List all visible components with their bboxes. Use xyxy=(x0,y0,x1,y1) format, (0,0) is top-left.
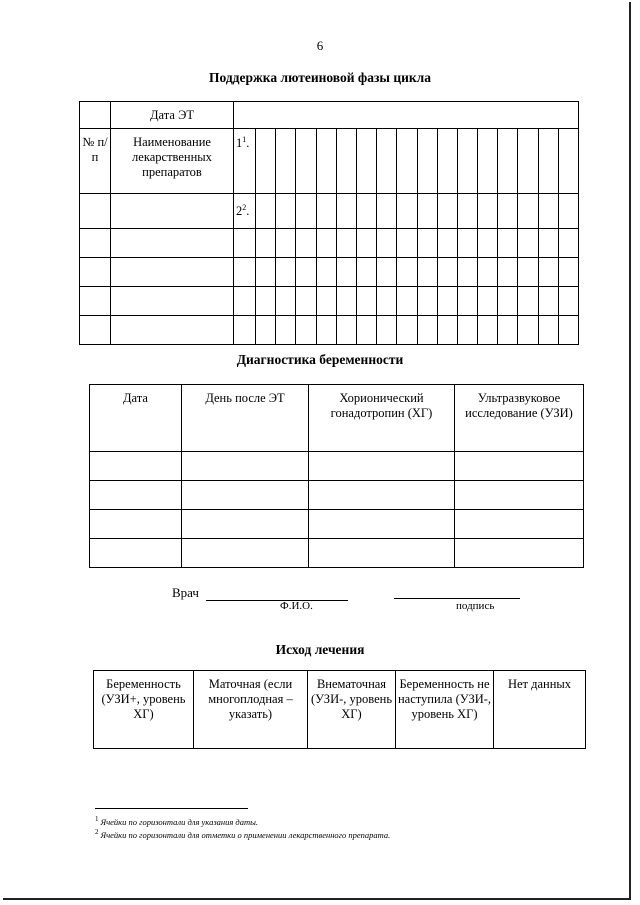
table-cell[interactable] xyxy=(111,194,234,229)
table-cell[interactable] xyxy=(111,229,234,258)
table-cell[interactable] xyxy=(498,258,518,287)
table-cell[interactable] xyxy=(276,287,296,316)
table-cell[interactable] xyxy=(80,316,111,345)
table-cell[interactable] xyxy=(538,287,558,316)
table-cell[interactable] xyxy=(256,287,276,316)
table-cell[interactable] xyxy=(309,481,455,510)
signature-line[interactable] xyxy=(394,598,520,599)
table-cell[interactable] xyxy=(518,194,538,229)
table-cell[interactable] xyxy=(437,258,457,287)
row-marker-1: $1^1$. xyxy=(234,129,256,194)
table-cell[interactable] xyxy=(455,510,584,539)
table-cell[interactable] xyxy=(234,287,256,316)
outcome-not-pregnant: Беременность не наступила (УЗИ-, уровень ХГ) xyxy=(396,671,494,749)
table-cell[interactable] xyxy=(182,452,309,481)
table-cell[interactable] xyxy=(455,539,584,568)
table-cell[interactable] xyxy=(478,229,498,258)
table-cell[interactable] xyxy=(377,129,397,194)
table-cell[interactable] xyxy=(309,510,455,539)
table-cell[interactable] xyxy=(276,194,296,229)
table-cell[interactable] xyxy=(478,129,498,194)
table-cell[interactable] xyxy=(80,229,111,258)
table-cell[interactable] xyxy=(437,194,457,229)
table-cell[interactable] xyxy=(182,539,309,568)
table-cell[interactable] xyxy=(336,316,356,345)
table-cell[interactable] xyxy=(276,229,296,258)
table-cell[interactable] xyxy=(377,194,397,229)
page-number: 6 xyxy=(316,38,324,53)
table-cell[interactable] xyxy=(397,229,417,258)
doctor-label: Врач xyxy=(172,585,199,600)
date-et-value-cell[interactable] xyxy=(234,102,579,129)
table-cell[interactable] xyxy=(296,194,316,229)
table-cell[interactable] xyxy=(90,452,182,481)
number-header: № п/п xyxy=(80,129,111,194)
table-cell[interactable] xyxy=(437,229,457,258)
table-cell[interactable] xyxy=(457,287,477,316)
table-cell[interactable] xyxy=(336,287,356,316)
table-cell[interactable] xyxy=(296,316,316,345)
table-cell[interactable] xyxy=(377,258,397,287)
table-cell[interactable] xyxy=(316,316,336,345)
header-date: Дата xyxy=(90,385,182,452)
table-cell[interactable] xyxy=(80,258,111,287)
table-cell[interactable] xyxy=(276,316,296,345)
table-cell[interactable] xyxy=(316,229,336,258)
table-cell[interactable] xyxy=(538,316,558,345)
row-marker-2: $2^2$. xyxy=(234,194,256,229)
table-cell[interactable] xyxy=(296,287,316,316)
table-cell[interactable] xyxy=(417,229,437,258)
table-cell[interactable] xyxy=(234,258,256,287)
table-cell[interactable] xyxy=(356,194,376,229)
table-cell[interactable] xyxy=(397,316,417,345)
table-cell[interactable] xyxy=(111,287,234,316)
table-cell[interactable] xyxy=(478,194,498,229)
table-cell[interactable] xyxy=(457,258,477,287)
table-cell[interactable] xyxy=(478,287,498,316)
table-cell[interactable] xyxy=(518,129,538,194)
table-cell[interactable] xyxy=(256,316,276,345)
table-cell[interactable] xyxy=(316,287,336,316)
outcome-ectopic: Внематочная (УЗИ-, уровень ХГ) xyxy=(308,671,396,749)
table-cell[interactable] xyxy=(234,316,256,345)
table-cell[interactable] xyxy=(256,258,276,287)
table-cell[interactable] xyxy=(309,452,455,481)
outcome-uterine: Маточная (если многоплодная – указать) xyxy=(194,671,308,749)
footnote-1: $^1$ Ячейки по горизонтали для указания даты. xyxy=(95,815,258,827)
drug-name-header: Наименование лекарственных препаратов xyxy=(111,129,234,194)
table-cell[interactable] xyxy=(417,316,437,345)
name-caption: Ф.И.О. xyxy=(280,600,313,612)
pregnancy-diagnostics-table xyxy=(89,384,584,568)
table-cell[interactable] xyxy=(296,229,316,258)
table-cell[interactable] xyxy=(457,129,477,194)
table-cell[interactable] xyxy=(457,229,477,258)
table-cell[interactable] xyxy=(498,194,518,229)
pregnancy-diagnostics-title: Диагностика беременности xyxy=(236,352,404,367)
table-cell[interactable] xyxy=(538,258,558,287)
outcome-no-data: Нет данных xyxy=(494,671,586,749)
table-cell[interactable] xyxy=(518,229,538,258)
table-cell[interactable] xyxy=(336,194,356,229)
table-cell[interactable] xyxy=(478,258,498,287)
footnote-divider xyxy=(95,808,248,809)
table-cell[interactable] xyxy=(498,229,518,258)
table-cell[interactable] xyxy=(256,229,276,258)
table-cell[interactable] xyxy=(457,316,477,345)
table-cell[interactable] xyxy=(437,316,457,345)
table-cell[interactable] xyxy=(397,258,417,287)
table-cell[interactable] xyxy=(296,129,316,194)
table-cell[interactable] xyxy=(558,287,578,316)
signature-caption: подпись xyxy=(456,600,495,612)
table-cell[interactable] xyxy=(256,194,276,229)
table-cell[interactable] xyxy=(498,287,518,316)
table-cell[interactable] xyxy=(90,510,182,539)
outcome-pregnancy: Беременность (УЗИ+, уровень ХГ) xyxy=(94,671,194,749)
table-cell[interactable] xyxy=(437,287,457,316)
table-cell[interactable] xyxy=(80,287,111,316)
table-cell[interactable] xyxy=(417,129,437,194)
doctor-name-line[interactable] xyxy=(206,600,348,601)
table-cell[interactable] xyxy=(498,129,518,194)
table-cell[interactable] xyxy=(455,481,584,510)
table-cell[interactable] xyxy=(182,481,309,510)
table-cell[interactable] xyxy=(437,129,457,194)
luteal-support-title: Поддержка лютеиновой фазы цикла xyxy=(208,70,431,85)
table-cell[interactable] xyxy=(336,258,356,287)
table-cell[interactable] xyxy=(397,194,417,229)
table-cell[interactable] xyxy=(455,452,584,481)
table-cell[interactable] xyxy=(182,510,309,539)
table-cell[interactable] xyxy=(538,229,558,258)
table-cell[interactable] xyxy=(336,129,356,194)
table-cell[interactable] xyxy=(316,194,336,229)
table-cell[interactable] xyxy=(377,229,397,258)
table-cell[interactable] xyxy=(356,287,376,316)
table-cell[interactable] xyxy=(336,229,356,258)
table-cell[interactable] xyxy=(558,258,578,287)
table-cell[interactable] xyxy=(558,194,578,229)
table-cell[interactable] xyxy=(538,194,558,229)
table-cell[interactable] xyxy=(558,316,578,345)
table-cell[interactable] xyxy=(518,287,538,316)
table-cell[interactable] xyxy=(276,129,296,194)
table-cell[interactable] xyxy=(356,258,376,287)
treatment-outcome-table xyxy=(93,670,586,749)
table-cell[interactable] xyxy=(309,539,455,568)
table-cell[interactable] xyxy=(356,316,376,345)
table-cell[interactable] xyxy=(478,316,498,345)
table-cell[interactable] xyxy=(356,229,376,258)
table-cell[interactable] xyxy=(80,102,111,129)
treatment-outcome-title: Исход лечения xyxy=(275,642,365,657)
table-cell[interactable] xyxy=(356,129,376,194)
table-cell[interactable] xyxy=(111,258,234,287)
table-cell[interactable] xyxy=(518,316,538,345)
table-cell[interactable] xyxy=(417,258,437,287)
table-cell[interactable] xyxy=(256,129,276,194)
table-cell[interactable] xyxy=(234,229,256,258)
header-day-after-et: День после ЭТ xyxy=(182,385,309,452)
table-cell[interactable] xyxy=(558,229,578,258)
table-cell[interactable] xyxy=(316,258,336,287)
table-cell[interactable] xyxy=(90,539,182,568)
table-cell[interactable] xyxy=(558,129,578,194)
table-cell[interactable] xyxy=(417,194,437,229)
table-cell[interactable] xyxy=(316,129,336,194)
table-cell[interactable] xyxy=(80,194,111,229)
table-cell[interactable] xyxy=(457,194,477,229)
table-cell[interactable] xyxy=(498,316,518,345)
table-cell[interactable] xyxy=(111,316,234,345)
table-cell[interactable] xyxy=(397,129,417,194)
table-cell[interactable] xyxy=(296,258,316,287)
table-cell[interactable] xyxy=(90,481,182,510)
table-cell[interactable] xyxy=(377,287,397,316)
footnote-2: $^2$ Ячейки по горизонтали для отметки о применении лекарственного препарата. xyxy=(95,828,391,840)
table-cell[interactable] xyxy=(377,316,397,345)
table-cell[interactable] xyxy=(538,129,558,194)
header-hcg: Хорионический гонадотропин (ХГ) xyxy=(309,385,455,452)
date-et-label: Дата ЭТ xyxy=(111,102,234,129)
table-cell[interactable] xyxy=(276,258,296,287)
header-ultrasound: Ультразвуковое исследование (УЗИ) xyxy=(455,385,584,452)
table-cell[interactable] xyxy=(518,258,538,287)
luteal-support-table xyxy=(79,101,579,345)
table-cell[interactable] xyxy=(417,287,437,316)
table-cell[interactable] xyxy=(397,287,417,316)
